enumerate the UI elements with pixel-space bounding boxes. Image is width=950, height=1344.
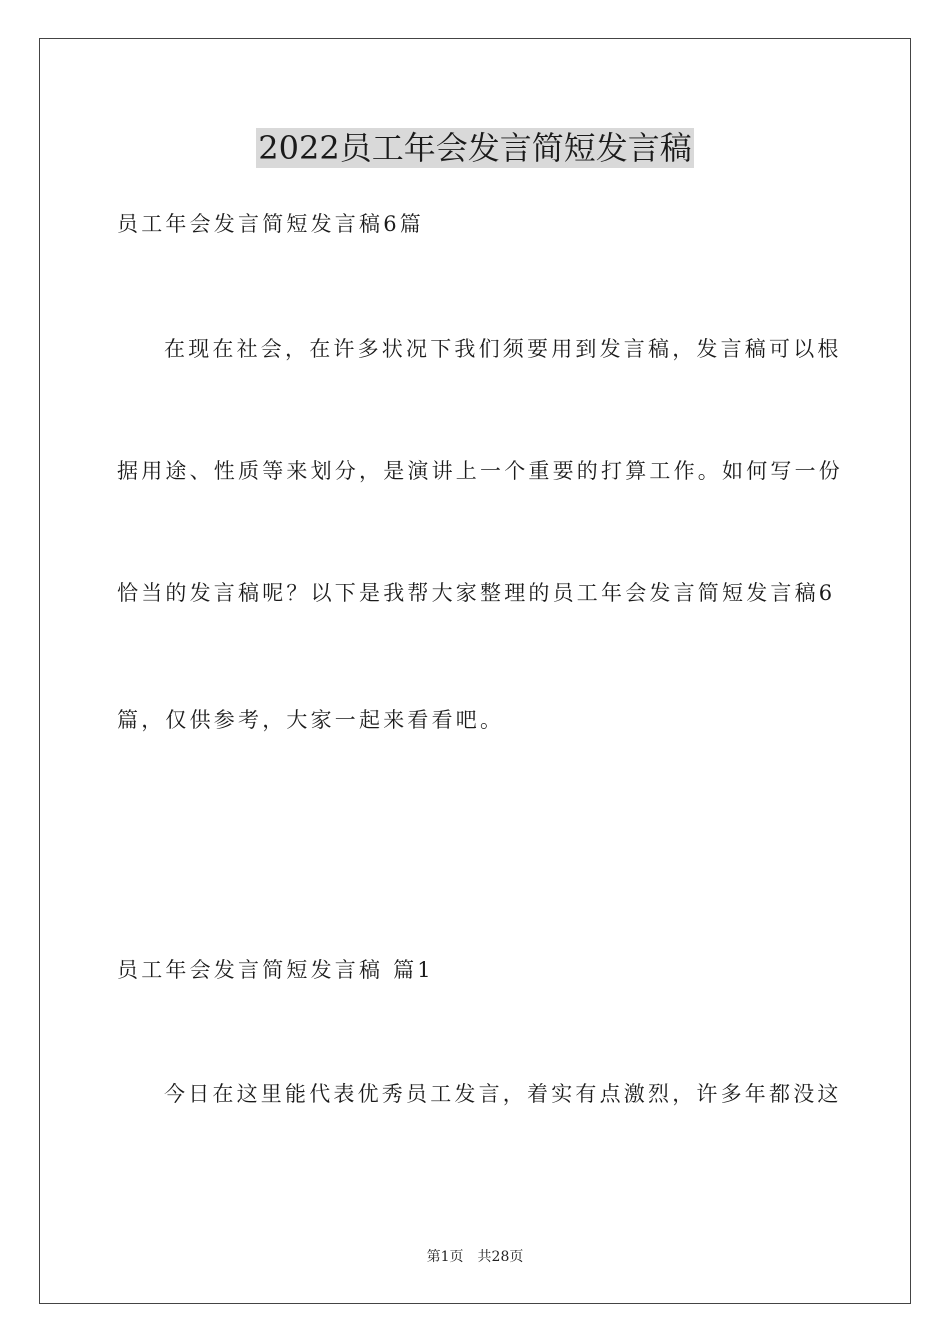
document-title: 2022员工年会发言简短发言稿 [258, 129, 692, 167]
intro-line-3: 恰当的发言稿呢？以下是我帮大家整理的员工年会发言简短发言稿6 [117, 581, 836, 605]
intro-line-2: 据用途、性质等来划分，是演讲上一个重要的打算工作。如何写一份 [117, 459, 843, 483]
page-footer: 第1页 共28页 [426, 1249, 524, 1265]
section-heading: 员工年会发言简短发言稿 篇1 [117, 958, 434, 982]
document-title-block [0, 128, 950, 174]
intro-line-4: 篇，仅供参考，大家一起来看看吧。 [117, 708, 505, 732]
section-line-1: 今日在这里能代表优秀员工发言，着实有点激烈，许多年都没这 [164, 1082, 842, 1106]
document-subtitle: 员工年会发言简短发言稿6篇 [117, 212, 424, 236]
intro-line-1: 在现在社会，在许多状况下我们须要用到发言稿，发言稿可以根 [164, 337, 842, 361]
